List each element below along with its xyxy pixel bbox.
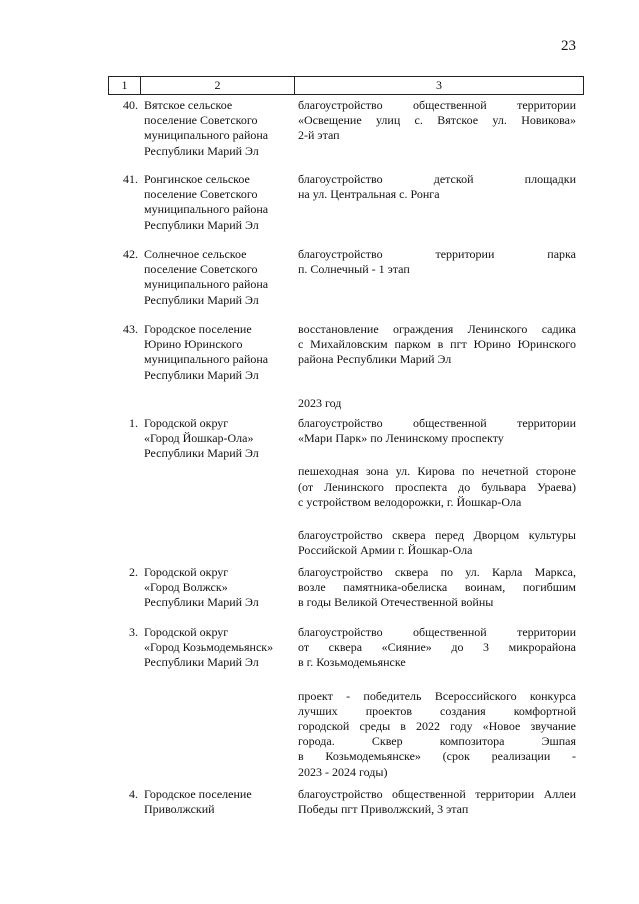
- municipality-line: Приволжский: [144, 802, 215, 817]
- work-line: 2023 - 2024 годы): [298, 764, 388, 779]
- row-number: 41.: [123, 172, 138, 186]
- municipality-line: Городской округ: [144, 416, 229, 430]
- municipality-line: Республики Марий Эл: [144, 217, 259, 232]
- work-line: благоустройство общественной территории: [298, 625, 576, 639]
- work-item: [298, 464, 576, 510]
- work-line: в Козьмодемьянске» (срок реализации -: [298, 749, 576, 764]
- page-number: 23: [561, 38, 576, 54]
- works-list: [298, 98, 576, 162]
- municipality-line: Республики Марий Эл: [144, 143, 259, 158]
- work-line: п. Солнечный - 1 этап: [298, 262, 410, 277]
- work-line: благоустройство детской площадки: [298, 172, 576, 186]
- municipality-name: [144, 787, 294, 817]
- works-list: [298, 565, 576, 629]
- municipality-line: Республики Марий Эл: [144, 595, 259, 610]
- row-number: 1.: [129, 416, 138, 430]
- work-line: в годы Великой Отечественной войны: [298, 595, 494, 610]
- municipality-name: [144, 416, 294, 462]
- work-item: [298, 172, 576, 202]
- work-item: [298, 787, 576, 817]
- municipality-name: [144, 172, 294, 233]
- municipality-line: «Город Козьмодемьянск»: [144, 640, 274, 655]
- work-line: в г. Козьмодемьянске: [298, 655, 406, 670]
- work-line: благоустройство сквера перед Дворцом культуры: [298, 528, 576, 543]
- work-line: «Освещение улиц с. Вятское ул. Новикова»: [298, 113, 576, 128]
- work-line: пешеходная зона ул. Кирова по нечетной стороне: [298, 464, 576, 479]
- work-line: благоустройство общественной территории: [298, 416, 576, 430]
- municipality-line: Республики Марий Эл: [144, 655, 259, 670]
- municipality-line: Республики Марий Эл: [144, 367, 259, 382]
- work-line: города. Сквер композитора Эшпая: [298, 734, 576, 749]
- row-number: 3.: [129, 625, 138, 639]
- work-item: [298, 247, 576, 277]
- work-line: проект - победитель Всероссийского конкурса: [298, 688, 576, 703]
- work-item: [298, 528, 576, 558]
- municipality-line: Вятское сельское: [144, 98, 233, 112]
- municipality-line: муниципального района: [144, 128, 269, 143]
- work-line: на ул. Центральная с. Ронга: [298, 187, 440, 202]
- municipality-line: «Город Йошкар-Ола»: [144, 431, 254, 446]
- works-list: [298, 416, 576, 576]
- municipality-name: [144, 322, 294, 383]
- municipality-line: Городское поселение: [144, 322, 252, 336]
- works-list: [298, 625, 576, 798]
- municipality-line: поселение Советского: [144, 262, 258, 277]
- year-heading: 2023 год: [298, 396, 342, 410]
- works-list: [298, 247, 576, 295]
- municipality-line: Республики Марий Эл: [144, 446, 259, 461]
- work-line: «Мари Парк» по Ленинскому проспекту: [298, 431, 504, 446]
- municipality-line: Городской округ: [144, 565, 229, 579]
- work-line: восстановление ограждения Ленинского садика: [298, 322, 576, 336]
- municipality-line: муниципального района: [144, 202, 269, 217]
- municipality-line: поселение Советского: [144, 113, 258, 128]
- work-line: благоустройство сквера по ул. Карла Маркса,: [298, 565, 576, 579]
- municipality-line: Ронгинское сельское: [144, 172, 250, 186]
- work-item: [298, 625, 576, 671]
- works-list: [298, 172, 576, 220]
- works-list: [298, 322, 576, 386]
- municipality-name: [144, 98, 294, 159]
- work-line: с Михайловским парком в пгт Юрино Юринского: [298, 337, 576, 352]
- work-item: [298, 322, 576, 368]
- work-line: района Республики Марий Эл: [298, 352, 452, 367]
- work-item: [298, 98, 576, 144]
- work-line: (от Ленинского проспекта до бульвара Ураева): [298, 479, 576, 494]
- municipality-name: [144, 247, 294, 308]
- header-col-1: 1: [109, 77, 141, 94]
- municipality-line: Солнечное сельское: [144, 247, 247, 261]
- header-col-3: 3: [436, 78, 442, 92]
- municipality-line: поселение Советского: [144, 187, 258, 202]
- work-line: возле памятника-обелиска воинам, погибшим: [298, 580, 576, 595]
- municipality-line: Городское поселение: [144, 787, 252, 801]
- row-number: 43.: [123, 322, 138, 336]
- works-list: [298, 787, 576, 835]
- work-line: от сквера «Сияние» до 3 микрорайона: [298, 640, 576, 655]
- municipality-line: муниципального района: [144, 277, 269, 292]
- municipality-name: [144, 565, 294, 611]
- municipality-line: Городской округ: [144, 625, 229, 639]
- work-line: благоустройство общественной территории Аллеи: [298, 787, 576, 801]
- work-line: городской среды в 2022 году «Новое звучание: [298, 719, 576, 734]
- work-line: 2-й этап: [298, 128, 340, 143]
- work-line: благоустройство общественной территории: [298, 98, 576, 112]
- row-number: 40.: [123, 98, 138, 112]
- row-number: 42.: [123, 247, 138, 261]
- header-col-2: 2: [141, 77, 295, 94]
- municipality-line: муниципального района: [144, 352, 269, 367]
- municipality-line: Республики Марий Эл: [144, 292, 259, 307]
- work-line: Российской Армии г. Йошкар-Ола: [298, 543, 473, 558]
- work-item: [298, 416, 576, 446]
- work-line: лучших проектов создания комфортной: [298, 703, 576, 718]
- work-line: благоустройство территории парка: [298, 247, 576, 261]
- work-item: [298, 689, 576, 780]
- municipality-name: [144, 625, 294, 671]
- row-number: 4.: [129, 787, 138, 801]
- work-line: Победы пгт Приволжский, 3 этап: [298, 802, 469, 817]
- work-item: [298, 565, 576, 611]
- row-number: 2.: [129, 565, 138, 579]
- work-line: с устройством велодорожки, г. Йошкар-Ола: [298, 494, 522, 509]
- municipality-line: Юрино Юринского: [144, 337, 243, 352]
- municipality-line: «Город Волжск»: [144, 580, 228, 595]
- table-header: [108, 76, 584, 95]
